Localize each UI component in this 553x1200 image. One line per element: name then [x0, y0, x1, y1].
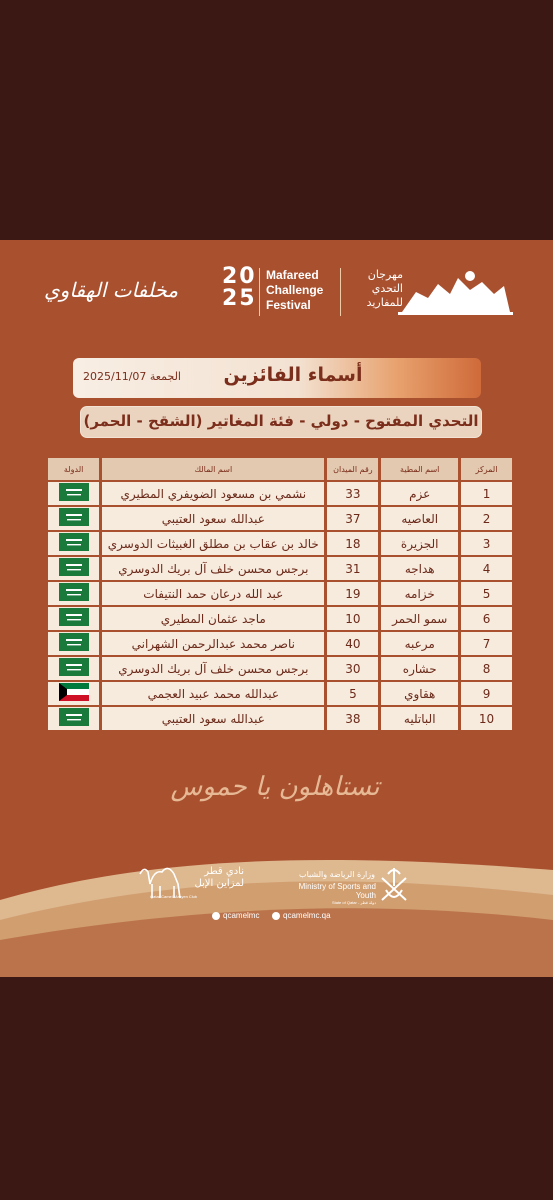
field-number-cell: 40	[327, 632, 378, 655]
owner-name-cell: عبدالله محمد عبيد العجمي	[102, 682, 324, 705]
mount-name-cell: الجزيرة	[381, 532, 458, 555]
rank-cell: 5	[461, 582, 512, 605]
rank-cell: 9	[461, 682, 512, 705]
owner-name-cell: عبدالله سعود العتيبي	[102, 707, 324, 730]
rank-cell: 3	[461, 532, 512, 555]
country-cell	[48, 707, 99, 730]
saudi-arabia-flag	[59, 558, 89, 579]
saudi-arabia-flag	[59, 508, 89, 529]
saudi-arabia-flag	[59, 483, 89, 504]
saudi-arabia-flag	[59, 583, 89, 604]
country-cell	[48, 532, 99, 555]
table-row	[48, 507, 512, 530]
brand-title: مخلفات الهقاوي	[44, 278, 179, 302]
owner-name-cell: خالد بن عقاب بن مطلق الغبيثات الدوسري	[102, 532, 324, 555]
table-row	[48, 682, 512, 705]
mount-name-cell: خزامه	[381, 582, 458, 605]
header-country: الدولة	[48, 458, 99, 480]
festival-camel-logo	[398, 268, 513, 316]
header-rank: المركز	[461, 458, 512, 480]
mount-name-cell: الباتليه	[381, 707, 458, 730]
owner-name-cell: عبد الله درعان حمد النتيفات	[102, 582, 324, 605]
winners-table	[45, 456, 515, 732]
country-cell	[48, 607, 99, 630]
festival-name-en: Mafareed Challenge Festival	[266, 268, 324, 312]
mount-name-cell: سمو الحمر	[381, 607, 458, 630]
globe-icon	[272, 912, 280, 920]
divider	[259, 268, 260, 316]
poster-header	[0, 240, 553, 340]
mount-name-cell: هداجه	[381, 557, 458, 580]
event-date: الجمعة 2025/11/07	[83, 370, 181, 383]
rank-cell: 8	[461, 657, 512, 680]
mount-name-cell: العاصيه	[381, 507, 458, 530]
mount-name-cell: هقاوي	[381, 682, 458, 705]
header-mount: اسم المطية	[381, 458, 458, 480]
owner-name-cell: عبدالله سعود العتيبي	[102, 507, 324, 530]
rank-cell: 2	[461, 507, 512, 530]
country-cell	[48, 482, 99, 505]
table-header-row	[48, 458, 512, 480]
owner-name-cell: برجس محسن خلف آل بريك الدوسري	[102, 657, 324, 680]
field-number-cell: 30	[327, 657, 378, 680]
winners-poster	[0, 240, 553, 977]
field-number-cell: 31	[327, 557, 378, 580]
header-number: رقم الميدان	[327, 458, 378, 480]
state-of-qatar: State of Qatar - دولة قطر	[331, 900, 376, 905]
rank-cell: 10	[461, 707, 512, 730]
instagram-icon	[212, 912, 220, 920]
table-row	[48, 707, 512, 730]
country-cell	[48, 507, 99, 530]
owner-name-cell: برجس محسن خلف آل بريك الدوسري	[102, 557, 324, 580]
mount-name-cell: حشاره	[381, 657, 458, 680]
mount-name-cell: عزم	[381, 482, 458, 505]
table-row	[48, 607, 512, 630]
club-name-ar: نادي قطر لمزاين الإبل	[194, 866, 244, 889]
field-number-cell: 5	[327, 682, 378, 705]
owner-name-cell: ناصر محمد عبدالرحمن الشهراني	[102, 632, 324, 655]
title-banner	[73, 358, 481, 398]
decorative-wave	[0, 840, 553, 977]
festival-year: 20 25	[222, 264, 257, 311]
table-row	[48, 532, 512, 555]
country-cell	[48, 557, 99, 580]
saudi-arabia-flag	[59, 708, 89, 729]
kuwait-flag	[59, 683, 89, 704]
country-cell	[48, 657, 99, 680]
ministry-name-en: Ministry of Sports and Youth	[298, 882, 376, 900]
social-handle[interactable]: qcamelmc	[212, 911, 259, 920]
field-number-cell: 10	[327, 607, 378, 630]
category-title: التحدي المفتوح - دولي - فئة المغاتير (الشقح - الحمر)	[83, 412, 479, 430]
rank-cell: 1	[461, 482, 512, 505]
rank-cell: 7	[461, 632, 512, 655]
saudi-arabia-flag	[59, 608, 89, 629]
field-number-cell: 38	[327, 707, 378, 730]
saudi-arabia-flag	[59, 658, 89, 679]
congrats-slogan: تستاهلون يا حموس	[170, 772, 380, 802]
table-row	[48, 657, 512, 680]
country-cell	[48, 632, 99, 655]
ministry-name-ar: وزارة الرياضة والشباب	[299, 870, 375, 879]
page-title: أسماء الفائزين	[223, 364, 363, 386]
owner-name-cell: ماجد عثمان المطيري	[102, 607, 324, 630]
table-row	[48, 482, 512, 505]
saudi-arabia-flag	[59, 533, 89, 554]
field-number-cell: 19	[327, 582, 378, 605]
qatar-emblem-icon	[378, 864, 410, 906]
category-banner	[80, 406, 482, 438]
table-row	[48, 632, 512, 655]
club-name-en: Qatar Camel Mzayen Club	[150, 894, 198, 899]
field-number-cell: 33	[327, 482, 378, 505]
saudi-arabia-flag	[59, 633, 89, 654]
table-row	[48, 557, 512, 580]
rank-cell: 6	[461, 607, 512, 630]
rank-cell: 4	[461, 557, 512, 580]
header-owner: اسم المالك	[102, 458, 324, 480]
owner-name-cell: نشمي بن مسعود الضويفري المطيري	[102, 482, 324, 505]
divider	[340, 268, 341, 316]
mount-name-cell: مرعبه	[381, 632, 458, 655]
field-number-cell: 18	[327, 532, 378, 555]
field-number-cell: 37	[327, 507, 378, 530]
website-link[interactable]: qcamelmc.qa	[272, 911, 331, 920]
country-cell	[48, 582, 99, 605]
table-row	[48, 582, 512, 605]
country-cell	[48, 682, 99, 705]
festival-name-ar: مهرجان التحدي للمفاريد	[366, 268, 403, 309]
